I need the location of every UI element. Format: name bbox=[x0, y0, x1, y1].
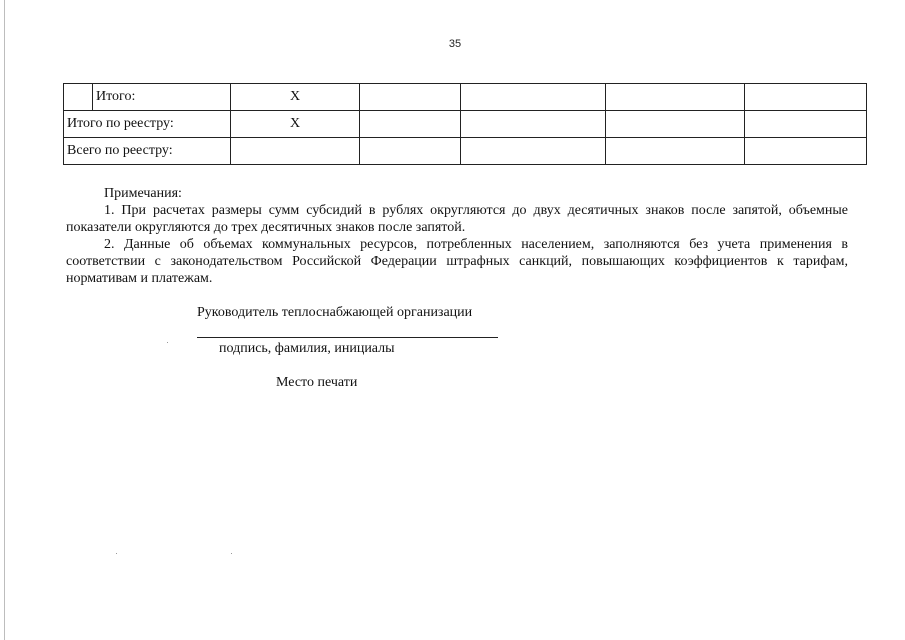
table-cell bbox=[606, 138, 745, 165]
table-cell bbox=[606, 111, 745, 138]
stamp-place-label: Место печати bbox=[276, 375, 358, 390]
table-cell bbox=[461, 138, 606, 165]
table-cell bbox=[461, 84, 606, 111]
note-item: 2. Данные об объемах коммунальных ресурсов, потребленных населением, заполняются без учета применения в соответствии с законодательством Российской Федерации штрафных санкций, повышающих коэффициентов к тарифам, нормативам и платежам. bbox=[66, 237, 848, 286]
table-row-label: Итого: bbox=[93, 84, 231, 111]
table-row bbox=[64, 138, 867, 165]
table-cell bbox=[360, 138, 461, 165]
table-cell-empty bbox=[64, 84, 93, 111]
table-row-label: Итого по реестру: bbox=[64, 111, 231, 138]
signature-caption: подпись, фамилия, инициалы bbox=[219, 341, 395, 356]
registry-table bbox=[63, 83, 867, 165]
table-row bbox=[64, 84, 867, 111]
table-cell bbox=[745, 111, 867, 138]
scan-speck bbox=[116, 553, 117, 554]
table-cell-x: X bbox=[231, 84, 360, 111]
table-cell-x: X bbox=[231, 111, 360, 138]
table-row bbox=[64, 111, 867, 138]
table-cell bbox=[606, 84, 745, 111]
table-cell bbox=[745, 84, 867, 111]
table-cell bbox=[461, 111, 606, 138]
signature-line bbox=[197, 337, 498, 338]
table-cell bbox=[360, 84, 461, 111]
table-cell bbox=[360, 111, 461, 138]
table-cell bbox=[745, 138, 867, 165]
notes-section bbox=[66, 185, 848, 287]
scan-speck bbox=[231, 553, 232, 554]
notes-heading: Примечания: bbox=[104, 186, 182, 201]
note-item: 1. При расчетах размеры сумм субсидий в рублях округляются до двух десятичных знаков после запятой, объемные показатели округляются до трех десятичных знаков после запятой. bbox=[66, 203, 848, 235]
page-number: 35 bbox=[448, 38, 462, 50]
table-cell bbox=[231, 138, 360, 165]
page-edge bbox=[4, 0, 5, 640]
signature-title: Руководитель теплоснабжающей организации bbox=[197, 305, 473, 320]
table-row-label: Всего по реестру: bbox=[64, 138, 231, 165]
scan-speck bbox=[167, 342, 168, 343]
